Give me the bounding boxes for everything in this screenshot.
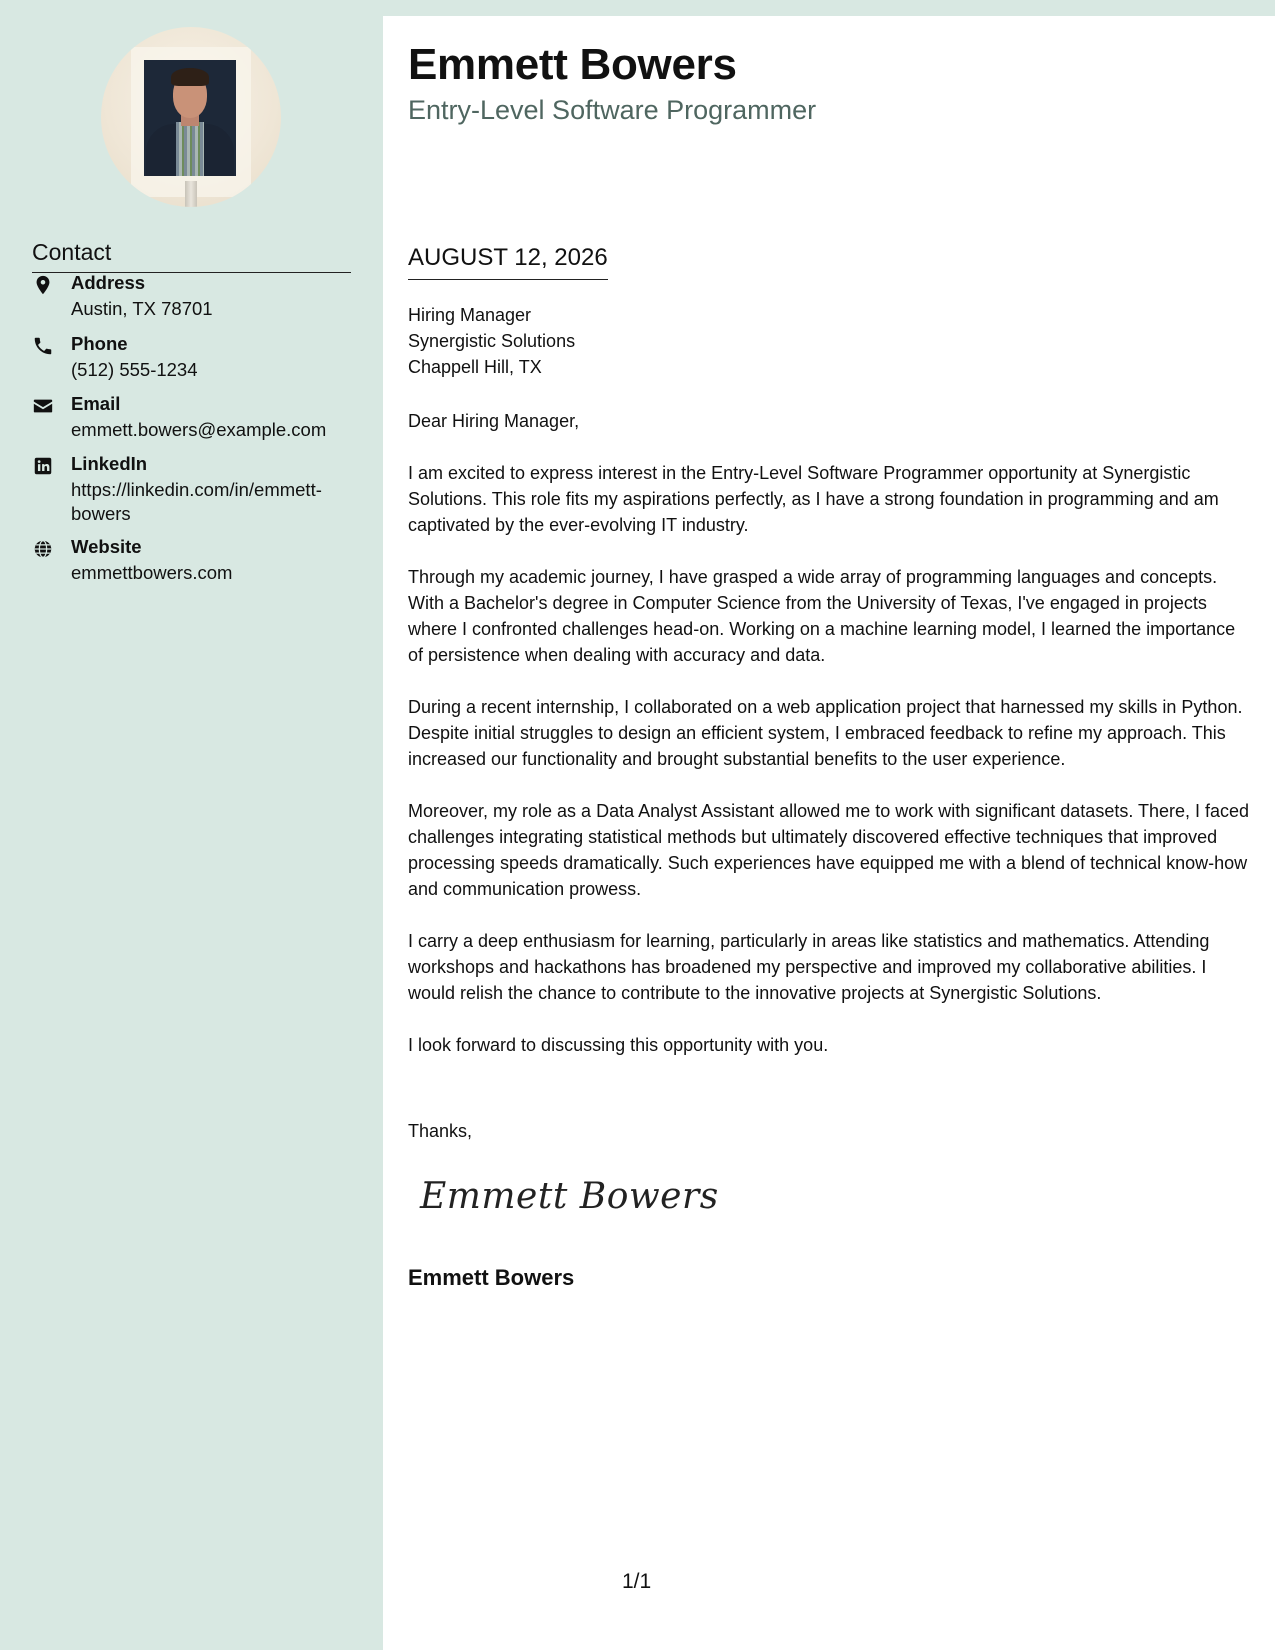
phone-icon [32,335,54,357]
contact-label: Website [71,536,142,557]
contact-value: Austin, TX 78701 [71,298,213,319]
contact-value[interactable]: emmett.bowers@example.com [71,419,327,440]
body-paragraph: Through my academic journey, I have grasped a wide array of programming languages and concepts. With a Bachelor's degree in Computer Science from the University of Texas, I've engaged in projects where I confronted challenges head-on. Working on a machine learning model, I learned the importance of persistence when dealing with accuracy and data. [408,567,1236,665]
body-paragraph: I am excited to express interest in the Entry-Level Software Programmer opportunity at Synergistic Solutions. This role fits my aspirations perfectly, as I have a strong foundation in programming and am captivated by the ever-evolving IT industry. [408,463,1219,535]
contact-value[interactable]: emmettbowers.com [71,562,233,583]
envelope-icon [32,395,54,417]
profile-photo [101,27,281,207]
recipient-block [408,302,575,380]
letter-body [408,408,1253,1084]
contact-label: Address [71,272,146,293]
map-pin-icon [32,274,54,296]
body-paragraph: I look forward to discussing this opportunity with you. [408,1035,829,1055]
contact-label: LinkedIn [71,453,148,474]
linkedin-icon [32,455,54,477]
body-paragraph: Moreover, my role as a Data Analyst Assistant allowed me to work with significant datasets. There, I faced challenges integrating statistical methods but ultimately discovered effective techniques that improved processing speeds dramatically. Such experiences have equipped me with a blend of technical know-how and communication prowess. [408,801,1250,899]
globe-icon [32,538,54,560]
contact-heading: Contact [32,239,351,273]
applicant-name: Emmett Bowers [408,40,737,89]
contact-label: Email [71,393,121,414]
signature: Emmett Bowers [420,1176,719,1217]
letter-date: AUGUST 12, 2026 [408,244,608,280]
job-title: Entry-Level Software Programmer [408,95,817,125]
contact-value: (512) 555-1234 [71,359,198,380]
body-paragraph: During a recent internship, I collaborated on a web application project that harnessed my skills in Python. Despite initial struggles to design an efficient system, I embraced feedback to refine my approach. This increased our functionality and brought substantial benefits to the user experience. [408,697,1243,769]
signoff: Thanks, [408,1121,473,1141]
body-paragraph: I carry a deep enthusiasm for learning, particularly in areas like statistics and mathematics. Attending workshops and hackathons has broadened my perspective and improved my collaborative abilities. I would relish the chance to contribute to the innovative projects at Synergistic Solutions. [408,931,1210,1003]
portrait-image [144,60,236,176]
contact-value[interactable]: https://linkedin.com/in/emmett-bowers [71,479,322,524]
recipient-line: Chappell Hill, TX [408,357,542,377]
page-number: 1/1 [622,1570,652,1593]
recipient-line: Synergistic Solutions [408,331,576,351]
recipient-line: Hiring Manager [408,305,532,325]
signer-name: Emmett Bowers [408,1265,575,1290]
contact-label: Phone [71,333,128,354]
salutation: Dear Hiring Manager, [408,411,580,431]
